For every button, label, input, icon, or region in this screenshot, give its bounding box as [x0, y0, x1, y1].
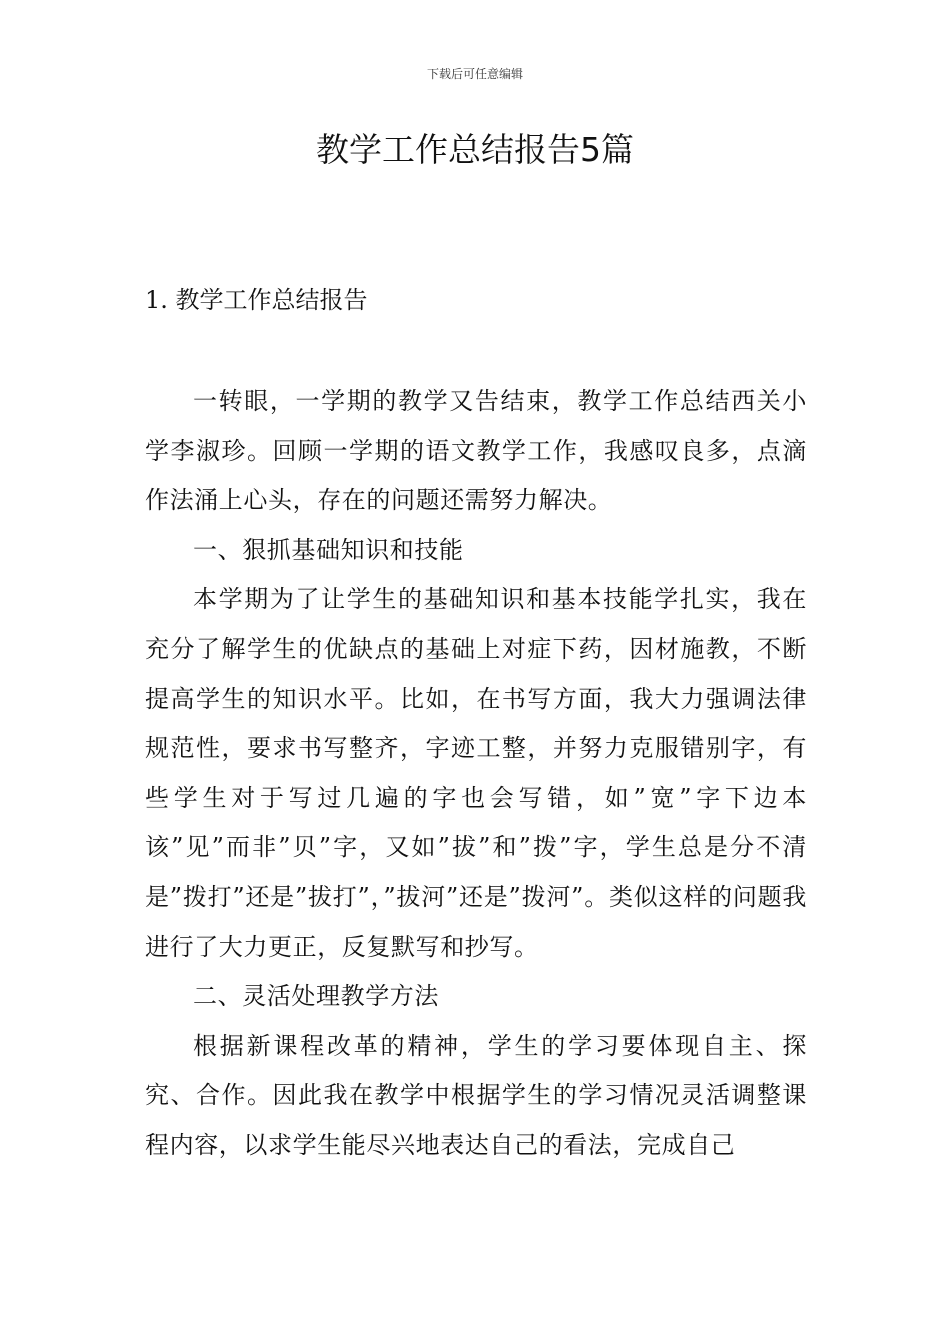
section-heading: 1. 教学工作总结报告: [145, 286, 368, 314]
paragraph-intro: 一转眼，一学期的教学又告结束，教学工作总结西关小学李淑珍。回顾一学期的语文教学工作，我感叹良多，点滴作法涌上心头，存在的问题还需努力解决。: [145, 387, 807, 515]
header-note: 下载后可任意编辑: [426, 67, 523, 81]
subheading-methods: 二、灵活处理教学方法: [193, 982, 439, 1011]
subheading-basics: 一、狠抓基础知识和技能: [193, 535, 464, 564]
paragraph-basics: 本学期为了让学生的基础知识和基本技能学扎实，我在充分了解学生的优缺点的基础上对症下药，因材施教，不断提高学生的知识水平。比如，在书写方面，我大力强调法律规范性，要求书写整齐，字迹工整，并努力克服错别字，有些学生对于写过几遍的字也会写错，如”宽”字下边本该”见”而非”贝”字，又如”拔”和”拨”字，学生总是分不清是”拨打”还是”拔打”，”拔河”还是”拨河”。类似这样的问题我进行了大力更正，反复默写和抄写。: [145, 585, 807, 961]
document-body: [145, 377, 807, 1171]
document-title: 教学工作总结报告5篇: [316, 130, 634, 169]
paragraph-methods: 根据新课程改革的精神，学生的学习要体现自主、探究、合作。因此我在教学中根据学生的学习情况灵活调整课程内容，以求学生能尽兴地表达自己的看法，完成自己: [145, 1031, 807, 1159]
